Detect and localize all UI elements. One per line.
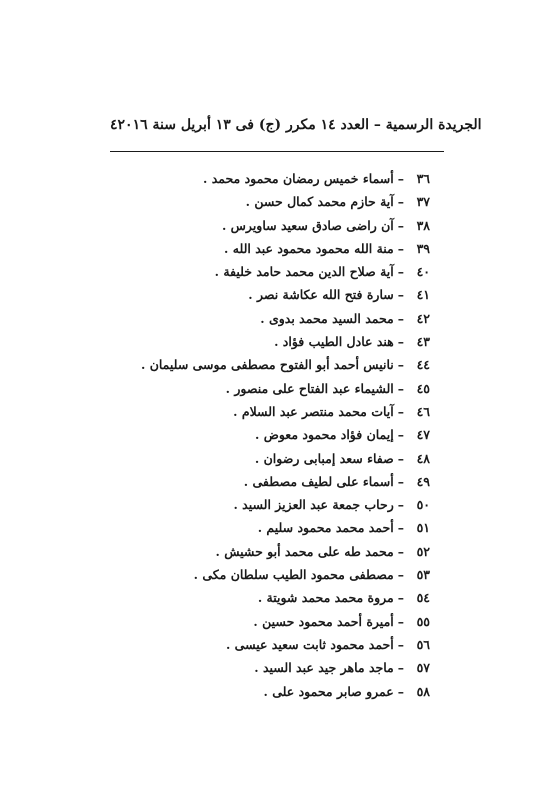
item-number: ٤٣	[416, 334, 430, 350]
list-item: ٤٥–الشيماء عبد الفتاح على منصور .	[180, 377, 430, 400]
item-name: مصطفى محمود الطيب سلطان مكى .	[193, 567, 394, 583]
page-header	[110, 117, 482, 133]
item-name: عمرو صابر محمود على .	[263, 683, 394, 699]
list-item: ٤٨–صفاء سعد إمبابى رضوان .	[180, 447, 430, 470]
item-number: ٥٥	[416, 613, 430, 629]
item-number: ٥٢	[416, 543, 430, 559]
item-name: آن راضى صادق سعيد ساويرس .	[221, 217, 394, 233]
item-name: أميرة أحمد محمود حسين .	[253, 613, 394, 629]
item-name: الشيماء عبد الفتاح على منصور .	[225, 380, 394, 396]
list-item: ٤٢–محمد السيد محمد بدوى .	[180, 307, 430, 330]
list-item: ٤٣–هند عادل الطيب فؤاد .	[180, 330, 430, 353]
item-number: ٣٧	[416, 194, 430, 210]
item-name: محمد طه على محمد أبو حشيش .	[215, 543, 394, 559]
list-item: ٤٧–إيمان فؤاد محمود معوض .	[180, 423, 430, 446]
list-item: ٥٢–محمد طه على محمد أبو حشيش .	[180, 540, 430, 563]
list-item: ٤١–سارة فتح الله عكاشة نصر .	[180, 283, 430, 306]
item-name: أحمد محمود ثابت سعيد عيسى .	[225, 636, 394, 652]
list-item: ٥٥–أميرة أحمد محمود حسين .	[180, 610, 430, 633]
list-item: ٥٧–ماجد ماهر جيد عبد السيد .	[180, 656, 430, 679]
item-number: ٤٢	[416, 310, 430, 326]
item-name: صفاء سعد إمبابى رضوان .	[254, 450, 394, 466]
item-name: أحمد محمد محمود سليم .	[257, 520, 394, 536]
item-number: ٤١	[416, 287, 430, 303]
item-number: ٥٨	[416, 683, 430, 699]
item-number: ٤٥	[416, 380, 430, 396]
item-number: ٥٧	[416, 660, 430, 676]
item-name: ماجد ماهر جيد عبد السيد .	[254, 660, 394, 676]
item-name: آية حازم محمد كمال حسن .	[245, 194, 394, 210]
item-number: ٥١	[416, 520, 430, 536]
item-number: ٣٩	[416, 240, 430, 256]
item-name: آيات محمد منتصر عبد السلام .	[233, 403, 394, 419]
item-name: مروة محمد محمد شويتة .	[257, 590, 394, 606]
item-number: ٤٤	[416, 357, 430, 373]
item-name: إيمان فؤاد محمود معوض .	[255, 427, 394, 443]
item-name: آية صلاح الدين محمد حامد خليفة .	[214, 264, 394, 280]
item-name: أسماء خميس رمضان محمود محمد .	[202, 171, 394, 186]
item-name: هند عادل الطيب فؤاد .	[274, 334, 394, 350]
list-item: ٤٠–آية صلاح الدين محمد حامد خليفة .	[180, 260, 430, 283]
header-title: الجريدة الرسمية – العدد ١٤ مكرر (ج) فى ١٣ أبريل سنة ٢٠١٦	[117, 117, 482, 133]
list-item: ٣٦–أسماء خميس رمضان محمود محمد .	[180, 167, 430, 190]
item-name: سارة فتح الله عكاشة نصر .	[248, 287, 394, 303]
names-list	[140, 167, 430, 703]
list-item: ٣٩–منة الله محمود محمود عبد الله .	[180, 237, 430, 260]
item-number: ٥٠	[416, 497, 430, 513]
item-number: ٥٤	[416, 590, 430, 606]
item-number: ٤٠	[416, 264, 430, 280]
list-item: ٣٧–آية حازم محمد كمال حسن .	[180, 190, 430, 213]
list-item: ٥٨–عمرو صابر محمود على .	[180, 680, 430, 703]
list-item: ٤٩–أسماء على لطيف مصطفى .	[180, 470, 430, 493]
item-name: نانيس أحمد أبو الفتوح مصطفى موسى سليمان .	[140, 357, 394, 373]
item-number: ٤٧	[416, 427, 430, 443]
item-name: منة الله محمود محمود عبد الله .	[224, 240, 394, 256]
page-number: ٤	[110, 117, 118, 133]
list-item: ٣٨–آن راضى صادق سعيد ساويرس .	[180, 214, 430, 237]
item-number: ٤٦	[416, 403, 430, 419]
list-item: ٥٣–مصطفى محمود الطيب سلطان مكى .	[180, 563, 430, 586]
list-item: ٤٤–نانيس أحمد أبو الفتوح مصطفى موسى سليمان .	[180, 353, 430, 376]
item-name: محمد السيد محمد بدوى .	[260, 310, 394, 326]
item-number: ٤٩	[416, 473, 430, 489]
item-name: رحاب جمعة عبد العزيز السيد .	[233, 497, 394, 513]
item-number: ٥٣	[416, 567, 430, 583]
item-number: ٤٨	[416, 450, 430, 466]
list-item: ٥٤–مروة محمد محمد شويتة .	[180, 586, 430, 609]
header-rule	[110, 151, 444, 152]
item-number: ٣٦	[416, 171, 430, 186]
item-number: ٥٦	[416, 636, 430, 652]
list-item: ٤٦–آيات محمد منتصر عبد السلام .	[180, 400, 430, 423]
list-item: ٥٦–أحمد محمود ثابت سعيد عيسى .	[180, 633, 430, 656]
item-name: أسماء على لطيف مصطفى .	[243, 473, 394, 489]
item-number: ٣٨	[416, 217, 430, 233]
list-item: ٥٠–رحاب جمعة عبد العزيز السيد .	[180, 493, 430, 516]
list-item: ٥١–أحمد محمد محمود سليم .	[180, 516, 430, 539]
